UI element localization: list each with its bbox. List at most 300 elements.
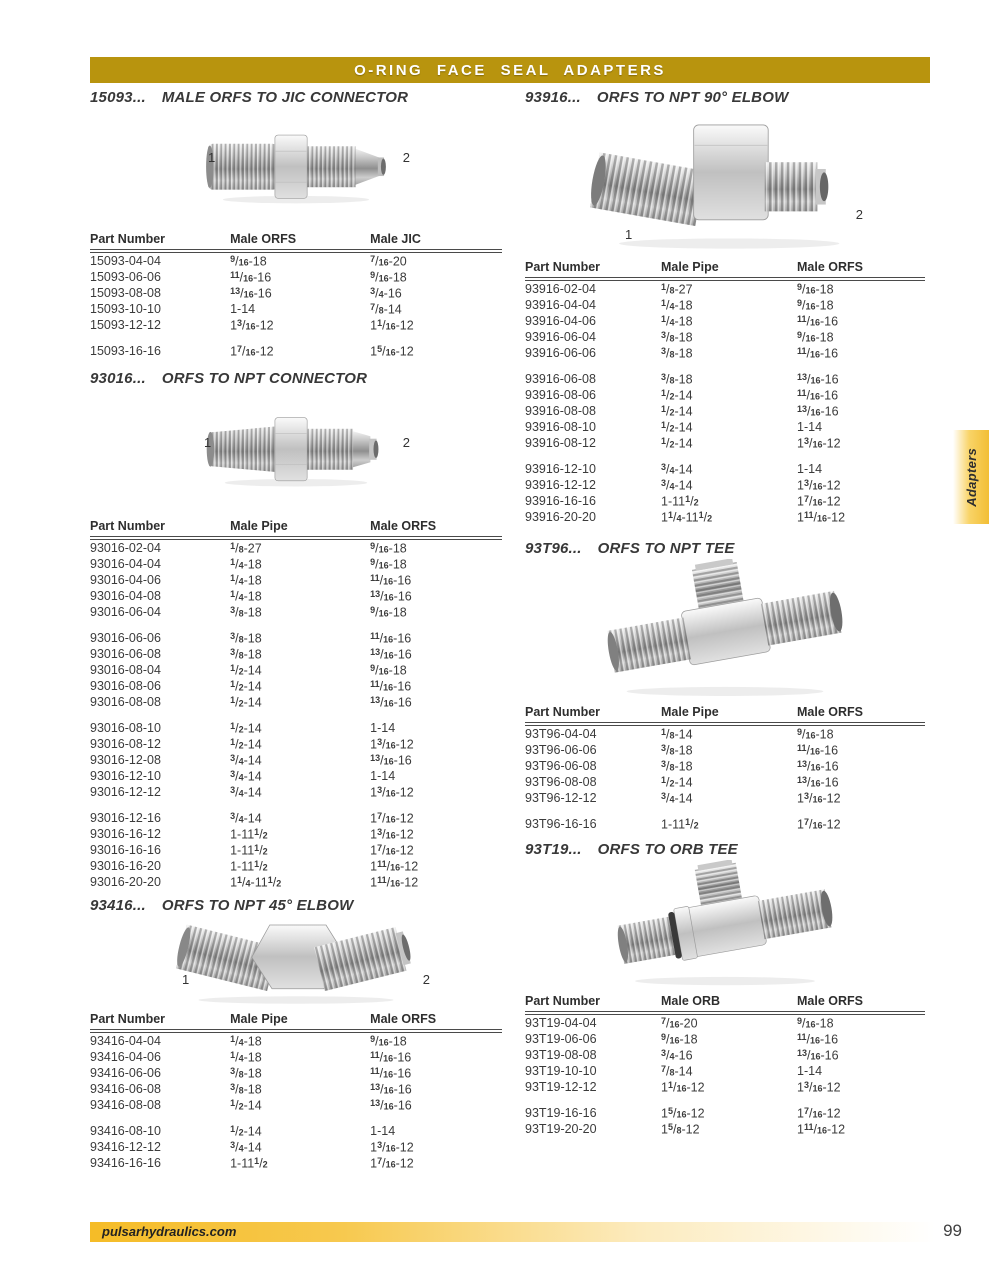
table-row	[90, 768, 502, 784]
thread-size: 1$^7$/16-12	[230, 343, 274, 359]
thread-size: $^3$/4-16	[661, 1047, 693, 1063]
thread-size: 1$^1$/4-11$^1$/2	[661, 509, 713, 525]
section-title	[90, 88, 502, 108]
side-tab-label: Adapters	[963, 447, 979, 507]
part-number: 93016-12-12	[90, 785, 161, 799]
table-row	[90, 538, 502, 556]
table-row	[525, 371, 925, 387]
part-number: 15093-12-12	[90, 318, 161, 332]
table-row	[525, 742, 925, 758]
table-row	[525, 477, 925, 493]
table-row	[525, 329, 925, 345]
part-number: 93016-12-16	[90, 811, 161, 825]
column-header: Male ORB	[661, 994, 797, 1013]
thread-size: $^1$/2-14	[661, 419, 693, 435]
table-row	[525, 387, 925, 403]
table-row	[525, 774, 925, 790]
part-number: 93916-16-16	[525, 494, 596, 508]
section-name: ORFS TO NPT CONNECTOR	[161, 370, 368, 387]
column-header: Male ORFS	[230, 232, 370, 251]
part-number: 93016-08-06	[90, 679, 161, 693]
part-number: 93016-16-20	[90, 859, 161, 873]
part-number: 15093-10-10	[90, 302, 161, 316]
thread-size: 1$^7$/16-12	[797, 1105, 841, 1121]
port-label-2: 2	[855, 207, 863, 222]
thread-size: $^{13}$/16-16	[797, 371, 839, 387]
thread-size: $^1$/8-27	[661, 281, 693, 297]
thread-size: 1-11$^1$/2	[230, 826, 268, 842]
thread-size: $^{11}$/16-16	[370, 1049, 412, 1065]
section-code: 93T19...	[525, 841, 582, 858]
table-row	[90, 736, 502, 752]
thread-size: $^9$/16-18	[370, 269, 407, 285]
thread-size: 1-14	[230, 302, 256, 316]
thread-size: $^3$/4-14	[230, 810, 262, 826]
table-row	[90, 842, 502, 858]
thread-size: $^{11}$/16-16	[370, 678, 412, 694]
product-photo-45-elbow	[90, 916, 502, 1008]
fitting-illustration	[203, 389, 389, 507]
thread-size: $^3$/4-14	[230, 1139, 262, 1155]
thread-size: $^9$/16-18	[370, 662, 407, 678]
thread-size: $^1$/2-14	[661, 387, 693, 403]
section-title	[525, 539, 925, 559]
thread-size: $^3$/8-18	[661, 742, 693, 758]
thread-size: $^9$/16-18	[797, 1015, 834, 1031]
thread-size: $^{13}$/16-16	[797, 403, 839, 419]
thread-size: $^3$/8-18	[230, 604, 262, 620]
thread-size: $^9$/16-18	[661, 1031, 698, 1047]
part-number: 93016-16-16	[90, 843, 161, 857]
parts-table-93016	[90, 519, 502, 890]
thread-size: 1$^3$/16-12	[370, 784, 414, 800]
table-row	[90, 604, 502, 620]
thread-size: $^3$/4-14	[230, 768, 262, 784]
column-header: Male ORFS	[797, 994, 925, 1013]
section-code: 15093...	[90, 89, 146, 106]
table-row	[90, 588, 502, 604]
section-code: 93916...	[525, 89, 581, 106]
group-spacer	[525, 1095, 925, 1105]
part-number: 93916-04-04	[525, 298, 596, 312]
table-row	[525, 435, 925, 451]
part-number: 93016-06-04	[90, 605, 161, 619]
group-spacer	[90, 620, 502, 630]
section-name: ORFS TO NPT 45° ELBOW	[161, 897, 354, 914]
part-number: 93T96-04-04	[525, 727, 597, 741]
group-spacer	[90, 800, 502, 810]
parts-table-15093	[90, 232, 502, 359]
part-number: 15093-16-16	[90, 344, 161, 358]
part-number: 93T96-12-12	[525, 791, 597, 805]
column-header: Male Pipe	[230, 519, 370, 538]
thread-size: 1-11$^1$/2	[230, 858, 268, 874]
thread-size: $^7$/8-14	[661, 1063, 693, 1079]
table-row	[525, 419, 925, 435]
thread-size: 1$^3$/16-12	[370, 736, 414, 752]
part-number: 93916-08-08	[525, 404, 596, 418]
table-row	[90, 1139, 502, 1155]
port-label-2: 2	[402, 435, 410, 450]
part-number: 93T96-16-16	[525, 817, 597, 831]
table-row	[90, 1155, 502, 1171]
table-row	[90, 1097, 502, 1113]
part-number: 93016-04-04	[90, 557, 161, 571]
section-title	[90, 369, 502, 389]
part-number: 93016-20-20	[90, 875, 161, 889]
part-number: 93916-12-12	[525, 478, 596, 492]
thread-size: $^3$/4-14	[661, 790, 693, 806]
thread-size: $^1$/4-18	[230, 572, 262, 588]
thread-size: 1$^7$/16-12	[797, 816, 841, 832]
thread-size: $^9$/16-18	[370, 556, 407, 572]
section-code: 93416...	[90, 897, 146, 914]
part-number: 93T19-16-16	[525, 1106, 597, 1120]
thread-size: $^1$/4-18	[230, 1033, 262, 1049]
thread-size: 1-11$^1$/2	[661, 493, 699, 509]
group-spacer	[90, 710, 502, 720]
table-row	[525, 313, 925, 329]
part-number: 93016-04-08	[90, 589, 161, 603]
table-row	[90, 1081, 502, 1097]
thread-size: $^1$/2-14	[230, 720, 262, 736]
thread-size: $^{13}$/16-16	[797, 774, 839, 790]
table-row	[90, 556, 502, 572]
group-spacer	[90, 333, 502, 343]
thread-size: 1$^1$/16-12	[661, 1079, 705, 1095]
thread-size: $^3$/8-18	[230, 1081, 262, 1097]
table-row	[90, 752, 502, 768]
thread-size: 1-14	[370, 1124, 396, 1138]
thread-size: $^1$/8-27	[230, 540, 262, 556]
thread-size: 1$^7$/16-12	[370, 842, 414, 858]
parts-table-93916	[525, 260, 925, 525]
table-row	[525, 790, 925, 806]
part-number: 93416-06-06	[90, 1066, 161, 1080]
thread-size: 1$^3$/16-12	[370, 1139, 414, 1155]
section-name: MALE ORFS TO JIC CONNECTOR	[161, 89, 409, 106]
thread-size: $^9$/16-18	[230, 253, 267, 269]
thread-size: 1$^3$/16-12	[797, 790, 841, 806]
thread-size: $^{13}$/16-16	[370, 752, 412, 768]
table-row	[90, 572, 502, 588]
column-header: Part Number	[525, 994, 661, 1013]
thread-size: 1$^{11}$/16-12	[797, 1121, 846, 1137]
product-photo-orb-tee	[525, 860, 925, 990]
part-number: 93016-06-08	[90, 647, 161, 661]
part-number: 93T19-12-12	[525, 1080, 597, 1094]
table-row	[90, 343, 502, 359]
thread-size: 1$^5$/16-12	[370, 343, 414, 359]
thread-size: $^7$/16-20	[370, 253, 407, 269]
part-number: 93416-12-12	[90, 1140, 161, 1154]
thread-size: 1$^5$/16-12	[661, 1105, 705, 1121]
part-number: 93T19-06-06	[525, 1032, 597, 1046]
table-row	[90, 285, 502, 301]
thread-size: $^7$/16-20	[661, 1015, 698, 1031]
table-row	[90, 662, 502, 678]
table-row	[90, 678, 502, 694]
thread-size: $^1$/8-14	[661, 726, 693, 742]
thread-size: $^1$/2-14	[230, 1123, 262, 1139]
part-number: 93416-08-10	[90, 1124, 161, 1138]
thread-size: 1$^3$/16-12	[797, 477, 841, 493]
part-number: 93416-04-04	[90, 1034, 161, 1048]
thread-size: $^{13}$/16-16	[370, 646, 412, 662]
thread-size: 1-11$^1$/2	[230, 1155, 268, 1171]
table-row	[525, 461, 925, 477]
thread-size: $^9$/16-18	[797, 297, 834, 313]
table-row	[90, 810, 502, 826]
section-93016	[90, 369, 502, 890]
table-row	[90, 858, 502, 874]
part-number: 15093-06-06	[90, 270, 161, 284]
thread-size: $^{11}$/16-16	[797, 1031, 839, 1047]
product-photo-90-elbow	[525, 108, 925, 256]
column-header: Male ORFS	[797, 260, 925, 279]
table-row	[525, 493, 925, 509]
port-label-2: 2	[402, 150, 410, 165]
thread-size: $^1$/4-18	[230, 1049, 262, 1065]
port-label-1: 1	[208, 150, 216, 165]
part-number: 93T19-08-08	[525, 1048, 597, 1062]
thread-size: $^{13}$/16-16	[797, 758, 839, 774]
thread-size: 1-14	[797, 420, 823, 434]
column-header: Part Number	[525, 260, 661, 279]
part-number: 93T96-08-08	[525, 775, 597, 789]
thread-size: 1-11$^1$/2	[230, 842, 268, 858]
part-number: 93T19-04-04	[525, 1016, 597, 1030]
section-name: ORFS TO NPT TEE	[597, 540, 735, 557]
table-row	[525, 1079, 925, 1095]
banner-title: O-RING FACE SEAL ADAPTERS	[354, 62, 666, 79]
thread-size: $^9$/16-18	[797, 329, 834, 345]
part-number: 93916-06-04	[525, 330, 596, 344]
column-header: Part Number	[525, 705, 661, 724]
part-number: 93916-20-20	[525, 510, 596, 524]
part-number: 93016-12-10	[90, 769, 161, 783]
part-number: 15093-04-04	[90, 254, 161, 268]
thread-size: $^{13}$/16-16	[797, 1047, 839, 1063]
thread-size: $^1$/4-18	[230, 556, 262, 572]
section-15093	[90, 88, 502, 359]
part-number: 93T19-10-10	[525, 1064, 597, 1078]
thread-size: $^{13}$/16-16	[370, 588, 412, 604]
table-row	[525, 724, 925, 742]
table-row	[90, 1031, 502, 1049]
section-name: ORFS TO ORB TEE	[597, 841, 738, 858]
part-number: 93916-08-12	[525, 436, 596, 450]
column-header: Part Number	[90, 1012, 230, 1031]
table-row	[90, 646, 502, 662]
table-row	[525, 1063, 925, 1079]
product-photo-npt-tee	[525, 559, 925, 701]
thread-size: $^9$/16-18	[797, 726, 834, 742]
table-row	[525, 1121, 925, 1137]
part-number: 93016-12-08	[90, 753, 161, 767]
thread-size: 1$^3$/16-12	[797, 435, 841, 451]
group-spacer	[90, 1113, 502, 1123]
group-spacer	[525, 361, 925, 371]
thread-size: $^1$/2-14	[230, 736, 262, 752]
thread-size: $^{11}$/16-16	[797, 387, 839, 403]
table-row	[525, 1013, 925, 1031]
table-row	[90, 1065, 502, 1081]
thread-size: $^1$/2-14	[230, 662, 262, 678]
thread-size: 1-14	[797, 1064, 823, 1078]
thread-size: $^{11}$/16-16	[230, 269, 272, 285]
thread-size: $^3$/8-18	[230, 1065, 262, 1081]
thread-size: 1-14	[370, 769, 396, 783]
table-row	[90, 317, 502, 333]
thread-size: $^1$/4-18	[661, 313, 693, 329]
column-header: Male ORFS	[370, 1012, 502, 1031]
thread-size: $^1$/4-18	[661, 297, 693, 313]
thread-size: $^9$/16-18	[370, 1033, 407, 1049]
thread-size: $^{11}$/16-16	[370, 630, 412, 646]
left-column	[90, 88, 502, 1171]
table-row	[90, 301, 502, 317]
port-label-1: 1	[204, 435, 212, 450]
thread-size: 1$^7$/16-12	[370, 1155, 414, 1171]
section-93916	[525, 88, 925, 525]
table-row	[90, 694, 502, 710]
table-row	[90, 269, 502, 285]
product-photo-straight-jic-connector	[90, 108, 502, 228]
column-header: Male Pipe	[661, 705, 797, 724]
part-number: 93T96-06-08	[525, 759, 597, 773]
table-row	[90, 1049, 502, 1065]
thread-size: 1$^1$/16-12	[370, 317, 414, 333]
thread-size: $^3$/4-14	[661, 461, 693, 477]
thread-size: 1-11$^1$/2	[661, 816, 699, 832]
thread-size: $^{13}$/16-16	[230, 285, 272, 301]
table-row	[525, 345, 925, 361]
column-header: Part Number	[90, 232, 230, 251]
thread-size: 1$^7$/16-12	[370, 810, 414, 826]
footer-bar	[90, 1222, 935, 1242]
thread-size: $^3$/4-14	[230, 752, 262, 768]
part-number: 93016-08-08	[90, 695, 161, 709]
thread-size: 1$^5$/8-12	[661, 1121, 700, 1137]
thread-size: $^3$/4-16	[370, 285, 402, 301]
fitting-illustration	[171, 916, 421, 1006]
table-row	[525, 758, 925, 774]
part-number: 93016-16-12	[90, 827, 161, 841]
section-title	[90, 896, 502, 916]
part-number: 93016-06-06	[90, 631, 161, 645]
table-row	[90, 630, 502, 646]
column-header: Part Number	[90, 519, 230, 538]
fitting-illustration	[600, 860, 850, 988]
thread-size: $^3$/8-18	[661, 758, 693, 774]
thread-size: $^3$/4-14	[661, 477, 693, 493]
table-row	[525, 403, 925, 419]
part-number: 93416-06-08	[90, 1082, 161, 1096]
parts-table-93T19	[525, 994, 925, 1137]
fitting-illustration	[595, 559, 855, 699]
column-header: Male ORFS	[797, 705, 925, 724]
thread-size: 1$^3$/16-12	[230, 317, 274, 333]
thread-size: $^1$/2-14	[661, 435, 693, 451]
group-spacer	[525, 451, 925, 461]
side-tab-adapters	[953, 430, 989, 524]
part-number: 93416-08-08	[90, 1098, 161, 1112]
section-name: ORFS TO NPT 90° ELBOW	[596, 89, 789, 106]
thread-size: $^{13}$/16-16	[370, 694, 412, 710]
thread-size: $^3$/4-14	[230, 784, 262, 800]
section-93T96	[525, 539, 925, 832]
port-label-1: 1	[625, 227, 633, 242]
thread-size: 1$^3$/16-12	[797, 1079, 841, 1095]
part-number: 15093-08-08	[90, 286, 161, 300]
right-column	[525, 88, 925, 1137]
thread-size: 1-14	[370, 721, 396, 735]
table-row	[525, 509, 925, 525]
thread-size: $^3$/8-18	[661, 371, 693, 387]
thread-size: $^{13}$/16-16	[370, 1081, 412, 1097]
thread-size: 1-14	[797, 462, 823, 476]
section-93416	[90, 896, 502, 1171]
thread-size: $^3$/8-18	[661, 345, 693, 361]
section-code: 93016...	[90, 370, 146, 387]
thread-size: $^3$/8-18	[661, 329, 693, 345]
table-row	[525, 1105, 925, 1121]
fitting-illustration	[203, 108, 389, 223]
part-number: 93016-08-04	[90, 663, 161, 677]
table-row	[525, 816, 925, 832]
thread-size: $^{11}$/16-16	[797, 313, 839, 329]
thread-size: $^1$/2-14	[661, 403, 693, 419]
part-number: 93916-02-04	[525, 282, 596, 296]
thread-size: $^9$/16-18	[797, 281, 834, 297]
part-number: 93016-04-06	[90, 573, 161, 587]
thread-size: $^{13}$/16-16	[370, 1097, 412, 1113]
table-row	[90, 784, 502, 800]
thread-size: $^3$/8-18	[230, 630, 262, 646]
parts-table-93416	[90, 1012, 502, 1171]
thread-size: $^1$/2-14	[661, 774, 693, 790]
part-number: 93T19-20-20	[525, 1122, 597, 1136]
part-number: 93T96-06-06	[525, 743, 597, 757]
part-number: 93916-08-10	[525, 420, 596, 434]
thread-size: $^1$/4-18	[230, 588, 262, 604]
part-number: 93916-06-08	[525, 372, 596, 386]
product-photo-npt-connector	[90, 389, 502, 515]
part-number: 93016-08-12	[90, 737, 161, 751]
thread-size: $^1$/2-14	[230, 678, 262, 694]
thread-size: $^1$/2-14	[230, 1097, 262, 1113]
section-title	[525, 88, 925, 108]
part-number: 93016-08-10	[90, 721, 161, 735]
column-header: Male JIC	[370, 232, 502, 251]
port-label-1: 1	[182, 972, 190, 987]
table-row	[90, 251, 502, 269]
thread-size: 1$^7$/16-12	[797, 493, 841, 509]
thread-size: 1$^{11}$/16-12	[797, 509, 846, 525]
part-number: 93416-16-16	[90, 1156, 161, 1170]
column-header: Male ORFS	[370, 519, 502, 538]
section-93T19	[525, 840, 925, 1137]
part-number: 93916-12-10	[525, 462, 596, 476]
thread-size: 1$^{11}$/16-12	[370, 874, 419, 890]
column-header: Male Pipe	[230, 1012, 370, 1031]
thread-size: $^9$/16-18	[370, 540, 407, 556]
part-number: 93916-06-06	[525, 346, 596, 360]
thread-size: 1$^3$/16-12	[370, 826, 414, 842]
part-number: 93916-04-06	[525, 314, 596, 328]
port-label-2: 2	[422, 972, 430, 987]
